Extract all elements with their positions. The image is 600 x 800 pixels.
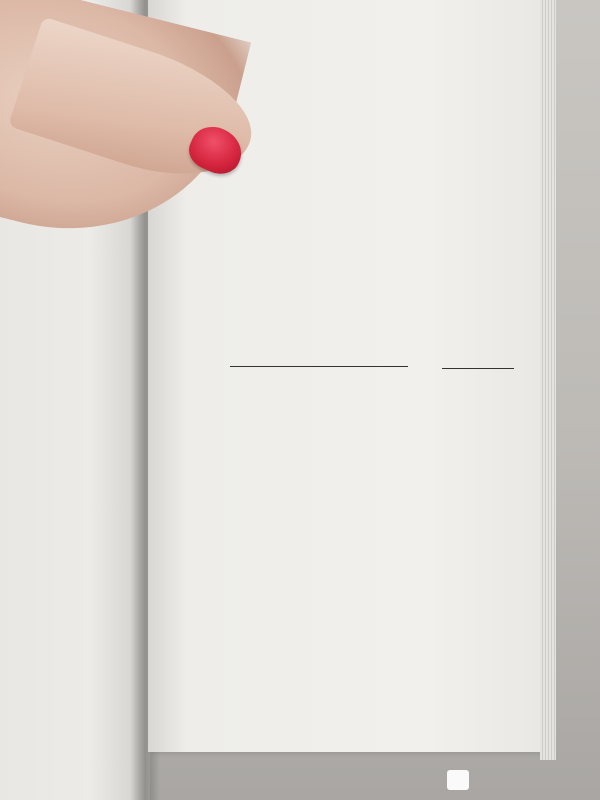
page-edge	[540, 0, 556, 760]
date-blank	[442, 368, 514, 369]
recipient-blank	[230, 366, 408, 367]
watermark-logo-icon	[447, 770, 469, 790]
